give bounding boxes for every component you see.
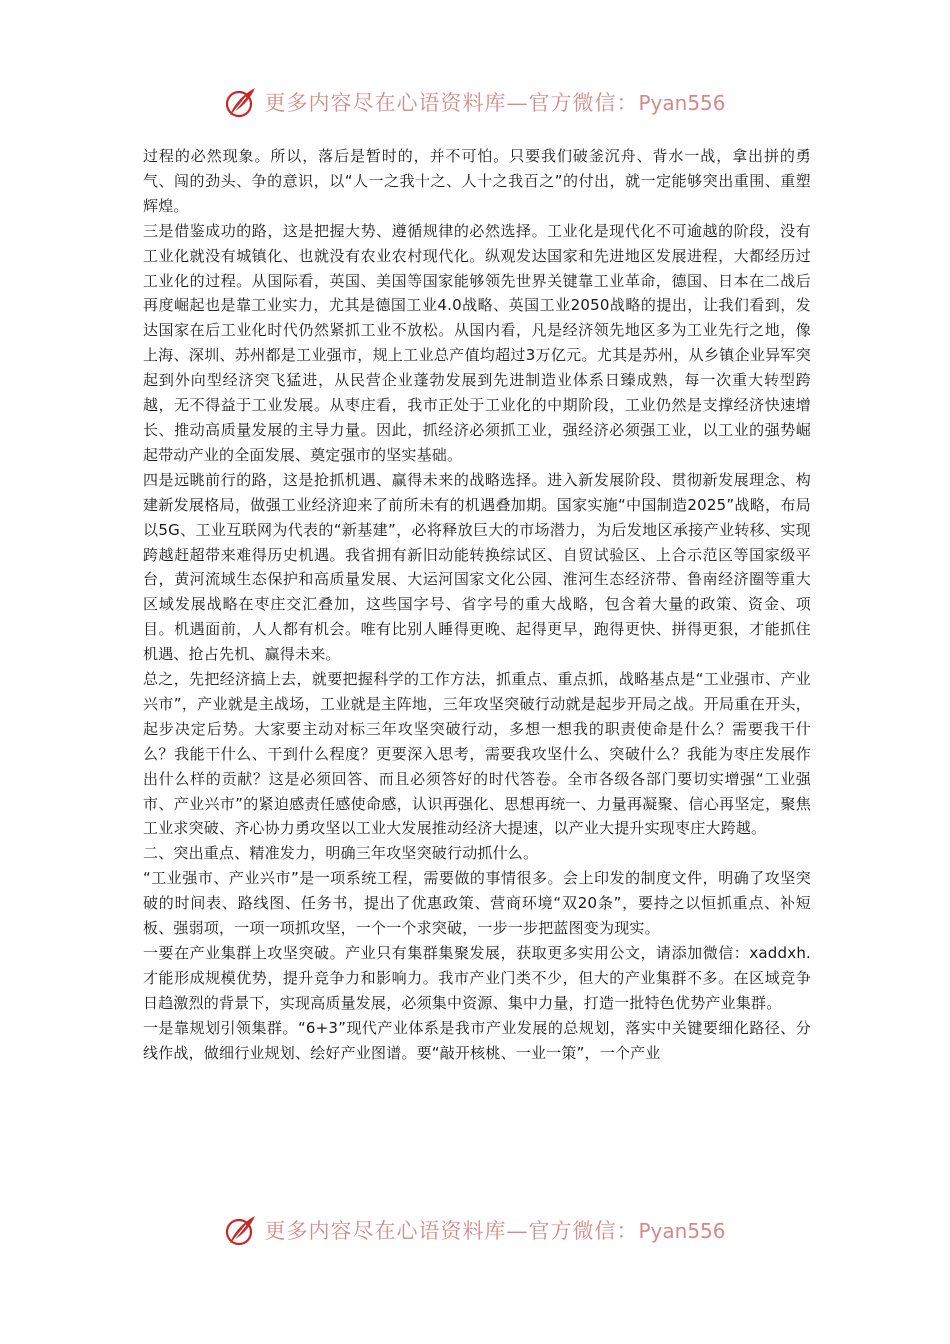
banner-wechat-id: Pyan556 bbox=[638, 91, 726, 115]
quill-logo-icon bbox=[224, 85, 258, 119]
banner-wechat-id: Pyan556 bbox=[638, 1219, 726, 1243]
paragraph: 总之，先把经济搞上去，就要把握科学的工作方法，抓重点、重点抓，战略基点是“工业强市、产业兴市”，产业就是主战场，工业就是主阵地，三年攻坚突破行动就是起步开局之战。开局重在开头，起步决定后势。大家要主动对标三年攻坚突破行动，多想一想我的职责使命是什么？需要我干什么？我能干什么、干到什么程度？更要深入思考，需要我攻坚什么、突破什么？我能为枣庄发展作出什么样的贡献？这是必须回答、而且必须答好的时代答卷。全市各级各部门要切实增强“工业强市、产业兴市”的紧迫感责任感使命感，认识再强化、思想再统一、力量再凝聚、信心再坚定，聚焦工业求突破、齐心协力勇攻坚以工业大发展推动经济大提速，以产业大提升实现枣庄大跨越。 bbox=[143, 670, 811, 838]
section-heading: 二、突出重点、精准发力，明确三年攻坚突破行动抓什么。 bbox=[143, 844, 539, 863]
paragraph: 三是借鉴成功的路，这是把握大势、遵循规律的必然选择。工业化是现代化不可逾越的阶段，没有工业化就没有城镇化、也就没有农业农村现代化。纵观发达国家和先进地区发展进程，大都经历过工业化的过程。从国际看，英国、美国等国家能够领先世界关键靠工业革命，德国、日本在二战后再度崛起也是靠工业实力，尤其是德国工业4.0战略、英国工业2050战略的提出，让我们看到，发达国家在后工业化时代仍然紧抓工业不放松。从国内看，凡是经济领先地区多为工业先行之地，像上海、深圳、苏州都是工业强市，规上工业总产值均超过3万亿元。尤其是苏州，从乡镇企业异军突起到外向型经济突飞猛进，从民营企业蓬勃发展到先进制造业体系日臻成熟，每一次重大转型跨越，无不得益于工业发展。从枣庄看，我市正处于工业化的中期阶段，工业仍然是支撑经济快速增长、推动高质量发展的主导力量。因此，抓经济必须抓工业，强经济必须强工业，以工业的强势崛起带动产业的全面发展、奠定强市的坚实基础。 bbox=[143, 221, 811, 464]
paragraph: 一是靠规划引领集群。“6+3”现代产业体系是我市产业发展的总规划，落实中关键要细化路径、分线作战，做细行业规划、绘好产业图谱。要“敲开核桃、一业一策”，一个产业 bbox=[143, 1018, 811, 1062]
paragraph: 过程的必然现象。所以，落后是暂时的，并不可怕。只要我们破釜沉舟、背水一战，拿出拼的勇气、闯的劲头、争的意识，以“人一之我十之、人十之我百之”的付出，就一定能够突出重围、重塑辉煌。 bbox=[143, 147, 811, 215]
footer-watermark-banner bbox=[0, 1210, 950, 1250]
quill-logo-icon bbox=[224, 1213, 258, 1247]
paragraph: “工业强市、产业兴市”是一项系统工程，需要做的事情很多。会上印发的制度文件，明确了攻坚突破的时间表、路线图、任务书，提出了优惠政策、营商环境“双20条”，要持之以恒抓重点、补短板、强弱项，一项一项抓攻坚，一个一个求突破，一步一步把蓝图变为现实。 bbox=[143, 869, 811, 938]
paragraph: 一要在产业集群上攻坚突破。产业只有集群集聚发展，获取更多实用公文，请添加微信：xaddxh.才能形成规模优势，提升竞争力和影响力。我市产业门类不少，但大的产业集群不多。在区域竞争日趋激烈的背景下，实现高质量发展，必须集中资源、集中力量，打造一批特色优势产业集群。 bbox=[143, 944, 811, 1012]
banner-text: 更多内容尽在心语资料库—官方微信：Pyan556 bbox=[264, 1219, 726, 1243]
paragraph: 四是远眺前行的路，这是抢抓机遇、赢得未来的战略选择。进入新发展阶段、贯彻新发展理念、构建新发展格局，做强工业经济迎来了前所未有的机遇叠加期。国家实施“中国制造2025”战略，布局以5G、工业互联网为代表的“新基建”，必将释放巨大的市场潜力，为后发地区承接产业转移、实现跨越赶超带来难得历史机遇。我省拥有新旧动能转换综试区、自贸试验区、上合示范区等国家级平台，黄河流域生态保护和高质量发展、大运河国家文化公园、淮河生态经济带、鲁南经济圈等重大区域发展战略在枣庄交汇叠加，这些国字号、省字号的重大战略，包含着大量的政策、资金、项目。机遇面前，人人都有机会。唯有比别人睡得更晚、起得更早，跑得更快、拼得更狠，才能抓住机遇、抢占先机、赢得未来。 bbox=[143, 470, 811, 664]
banner-text: 更多内容尽在心语资料库—官方微信：Pyan556 bbox=[264, 91, 726, 115]
document-body bbox=[143, 144, 811, 1066]
header-watermark-banner bbox=[0, 82, 950, 122]
